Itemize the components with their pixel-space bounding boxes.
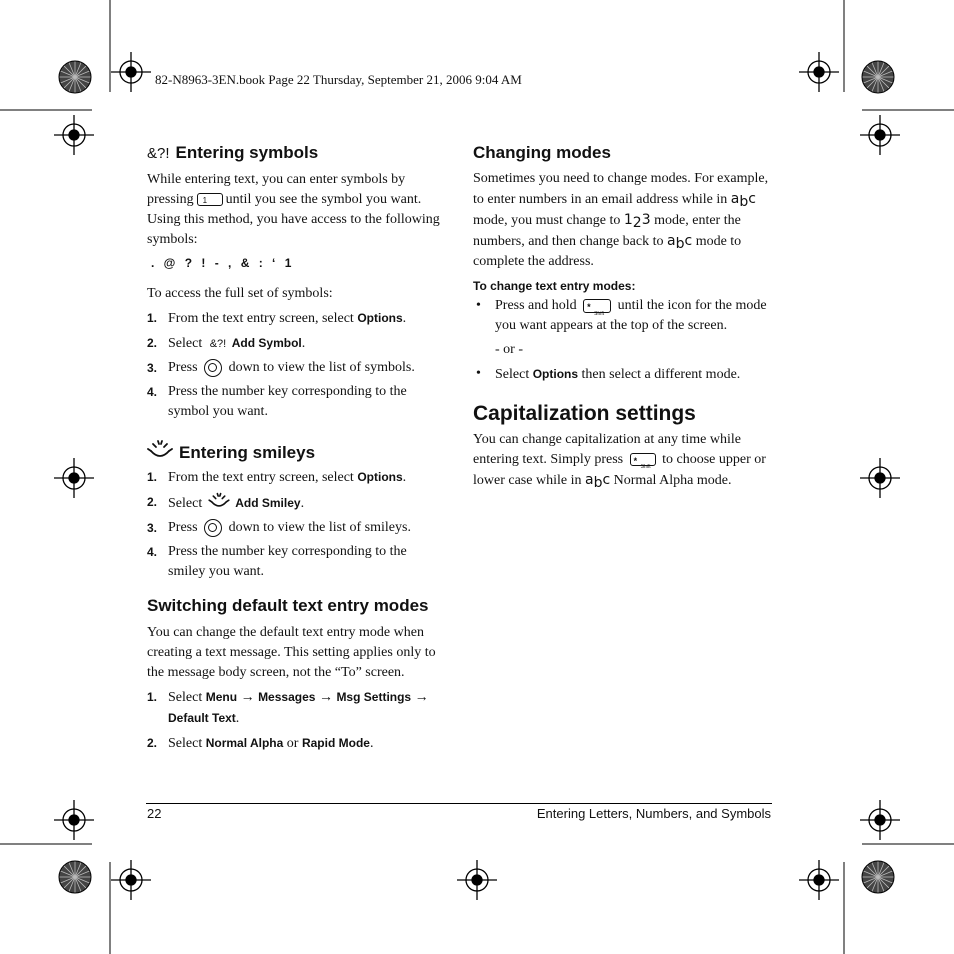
symbols-intro: While entering text, you can enter symbols by pressing 1 until you see the symbol you want. Using this method, you have access to the following symbols:	[147, 172, 440, 247]
smileys-step-4: 4. Press the number key corresponding to the smiley you want.	[147, 544, 407, 579]
symbol-list: . @ ? ! - , & : ‘ 1	[151, 256, 293, 270]
registration-mark	[54, 115, 94, 155]
change-mode-bullet-1: • Press and hold * Shift until the icon for the mode you want appears at the top of the screen.	[476, 298, 767, 333]
messages-label: Messages	[258, 690, 316, 704]
symbols-icon: &?!	[209, 338, 227, 350]
access-text: To access the full set of symbols:	[147, 286, 333, 301]
file-info-header: 82-N8963-3EN.book Page 22 Thursday, September 21, 2006 9:04 AM	[155, 72, 522, 87]
switching-step-2: 2. Select Normal Alpha or Rapid Mode.	[147, 736, 374, 751]
registration-mark	[860, 458, 900, 498]
left-column	[147, 140, 445, 754]
change-modes-subheading: To change text entry modes:	[473, 279, 636, 293]
color-bar-starburst	[59, 861, 91, 893]
switching-body: You can change the default text entry mode when creating a text message. This setting applies only to the message body screen, not the “To” screen.	[147, 625, 436, 680]
options-label: Options	[532, 367, 579, 381]
or-separator: - or -	[495, 342, 523, 357]
symbols-step-3: 3. Press down to view the list of symbols.	[147, 360, 415, 375]
registration-mark	[799, 52, 839, 92]
symbols-step-2: 2. Select &?! Add Symbol.	[147, 336, 306, 351]
add-smiley-label: Add Smiley	[235, 496, 301, 510]
navigation-key-icon	[204, 519, 222, 537]
star-shift-key-icon: * Shift	[630, 453, 656, 466]
page-number: 22	[147, 806, 162, 821]
capitalization-body: You can change capitalization at any time while entering text. Simply press * Shift to choose upper or lower case while in abc Normal Alpha mode.	[473, 432, 766, 491]
color-bar-starburst	[862, 861, 894, 893]
one-key-icon: 1	[197, 193, 223, 206]
smileys-step-2: 2. Select Add Smiley.	[147, 492, 445, 514]
symbols-step-4: 4. Press the number key corresponding to the symbol you want.	[147, 384, 407, 419]
msg-settings-label: Msg Settings	[336, 690, 412, 704]
registration-mark	[860, 115, 900, 155]
abc-mode-icon: abc	[730, 191, 756, 210]
abc-mode-icon: abc	[667, 233, 693, 252]
change-mode-bullet-2: • Select Options then select a different mode.	[476, 366, 741, 382]
switching-modes-heading: Switching default text entry modes	[147, 596, 429, 615]
entering-smileys-title: Entering smileys	[179, 443, 316, 462]
smileys-step-1: 1. From the text entry screen, select Options.	[147, 470, 407, 485]
default-text-label: Default Text	[168, 711, 236, 725]
registration-mark	[54, 458, 94, 498]
registration-mark	[54, 800, 94, 840]
navigation-key-icon	[204, 359, 222, 377]
star-shift-key-icon: * Shift	[583, 299, 611, 313]
add-symbol-label: Add Symbol	[231, 336, 302, 350]
symbols-step-1: 1. From the text entry screen, select Options.	[147, 311, 407, 326]
color-bar-starburst	[862, 61, 894, 93]
registration-mark	[111, 860, 151, 900]
color-bar-starburst	[59, 61, 91, 93]
changing-modes-body: Sometimes you need to change modes. For example, to enter numbers in an email address while in abc mode, you must change to 123 mode, enter the numbers, and then change back to abc mode to complete the address.	[473, 171, 769, 269]
changing-modes-heading: Changing modes	[473, 143, 611, 162]
abc-mode-icon: abc	[584, 472, 611, 491]
symbols-icon: &?!	[147, 145, 170, 162]
options-label: Options	[357, 311, 403, 325]
rapid-mode-label: Rapid Mode	[301, 736, 370, 750]
registration-mark	[457, 860, 497, 900]
options-label: Options	[357, 470, 403, 484]
entering-smileys-heading	[147, 439, 445, 463]
smileys-step-3: 3. Press down to view the list of smileys.	[147, 520, 411, 535]
capitalization-heading: Capitalization settings	[473, 402, 696, 425]
smiley-icon	[208, 492, 230, 510]
right-column	[473, 143, 773, 491]
registration-mark	[799, 860, 839, 900]
normal-alpha-label: Normal Alpha	[205, 736, 284, 750]
number-mode-icon: 123	[623, 212, 651, 231]
menu-label: Menu	[205, 690, 238, 704]
footer-rule	[146, 803, 772, 804]
smiley-icon	[147, 439, 173, 461]
footer-section-title: Entering Letters, Numbers, and Symbols	[536, 806, 771, 821]
registration-mark	[860, 800, 900, 840]
switching-step-1: 1. Select Menu → Messages → Msg Settings → Default Text.	[147, 690, 429, 726]
entering-symbols-title: Entering symbols	[175, 143, 319, 162]
entering-symbols-heading	[147, 143, 445, 164]
registration-mark	[111, 52, 151, 92]
